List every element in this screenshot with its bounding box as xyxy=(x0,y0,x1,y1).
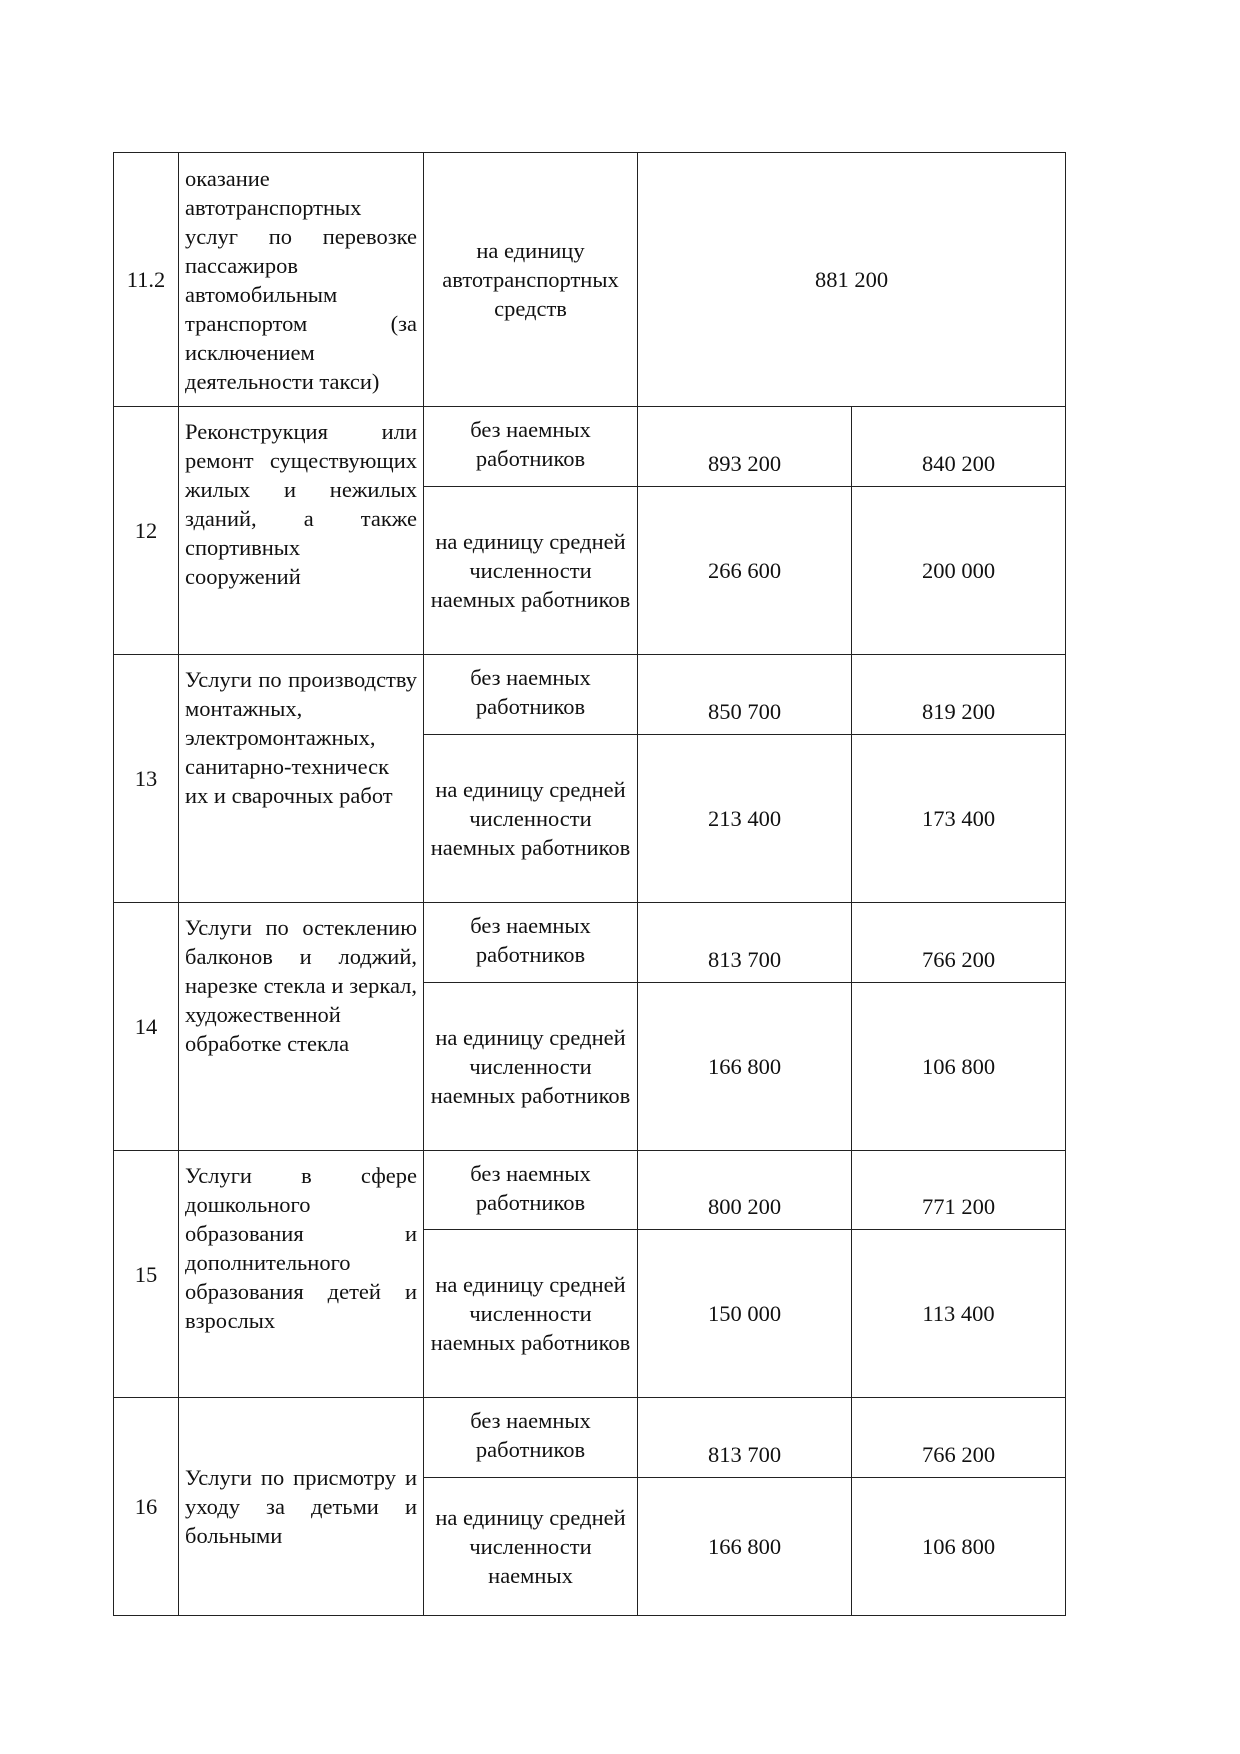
rate-value: 266 600 xyxy=(638,487,852,655)
rate-value: 800 200 xyxy=(638,1151,852,1230)
row-number: 13 xyxy=(114,655,179,903)
rate-value: 106 800 xyxy=(852,1478,1066,1616)
unit-of-measure: на единицу средней численности наемных работников xyxy=(424,983,638,1151)
unit-of-measure: на единицу средней численности наемных xyxy=(424,1478,638,1616)
table-row xyxy=(114,1398,1066,1478)
table-row xyxy=(114,655,1066,735)
rate-value: 113 400 xyxy=(852,1230,1066,1398)
table-row xyxy=(114,407,1066,487)
rate-value: 166 800 xyxy=(638,1478,852,1616)
rate-value: 213 400 xyxy=(638,735,852,903)
rate-value: 173 400 xyxy=(852,735,1066,903)
rate-value: 893 200 xyxy=(638,407,852,487)
tax-rates-table xyxy=(113,152,1066,1616)
rate-value: 850 700 xyxy=(638,655,852,735)
row-number: 15 xyxy=(114,1151,179,1398)
activity-description: Услуги по производству монтажных, электромонтажных, санитарно-техническ их и сварочных работ xyxy=(179,655,424,903)
unit-of-measure: без наемных работников xyxy=(424,1398,638,1478)
rate-value: 840 200 xyxy=(852,407,1066,487)
activity-description: Реконструкция или ремонт существующих жилых и нежилых зданий, а также спортивных сооружений xyxy=(179,407,424,655)
activity-description: Услуги по присмотру и уходу за детьми и больными xyxy=(179,1398,424,1616)
unit-of-measure: на единицу средней численности наемных работников xyxy=(424,487,638,655)
rate-value: 819 200 xyxy=(852,655,1066,735)
unit-of-measure: на единицу средней численности наемных работников xyxy=(424,735,638,903)
table-row xyxy=(114,903,1066,983)
unit-of-measure: на единицу автотранспортных средств xyxy=(424,153,638,407)
rate-value: 150 000 xyxy=(638,1230,852,1398)
table-row xyxy=(114,153,1066,407)
activity-description: оказание автотранспортных услуг по перевозке пассажиров автомобильным транспортом (за исключением деятельности такси) xyxy=(179,153,424,407)
rate-value: 813 700 xyxy=(638,903,852,983)
unit-of-measure: без наемных работников xyxy=(424,1151,638,1230)
row-number: 11.2 xyxy=(114,153,179,407)
rate-value: 766 200 xyxy=(852,903,1066,983)
unit-of-measure: на единицу средней численности наемных работников xyxy=(424,1230,638,1398)
rate-value: 766 200 xyxy=(852,1398,1066,1478)
unit-of-measure: без наемных работников xyxy=(424,655,638,735)
row-number: 14 xyxy=(114,903,179,1151)
table-row xyxy=(114,1151,1066,1230)
rate-value: 771 200 xyxy=(852,1151,1066,1230)
unit-of-measure: без наемных работников xyxy=(424,407,638,487)
rate-value: 166 800 xyxy=(638,983,852,1151)
rate-value: 200 000 xyxy=(852,487,1066,655)
rate-value: 106 800 xyxy=(852,983,1066,1151)
row-number: 12 xyxy=(114,407,179,655)
activity-description: Услуги по остеклению балконов и лоджий, нарезке стекла и зеркал, художественной обработке стекла xyxy=(179,903,424,1151)
row-number: 16 xyxy=(114,1398,179,1616)
rate-value: 881 200 xyxy=(638,153,1066,407)
activity-description: Услуги в сфере дошкольного образования и дополнительного образования детей и взрослых xyxy=(179,1151,424,1398)
rate-value: 813 700 xyxy=(638,1398,852,1478)
unit-of-measure: без наемных работников xyxy=(424,903,638,983)
